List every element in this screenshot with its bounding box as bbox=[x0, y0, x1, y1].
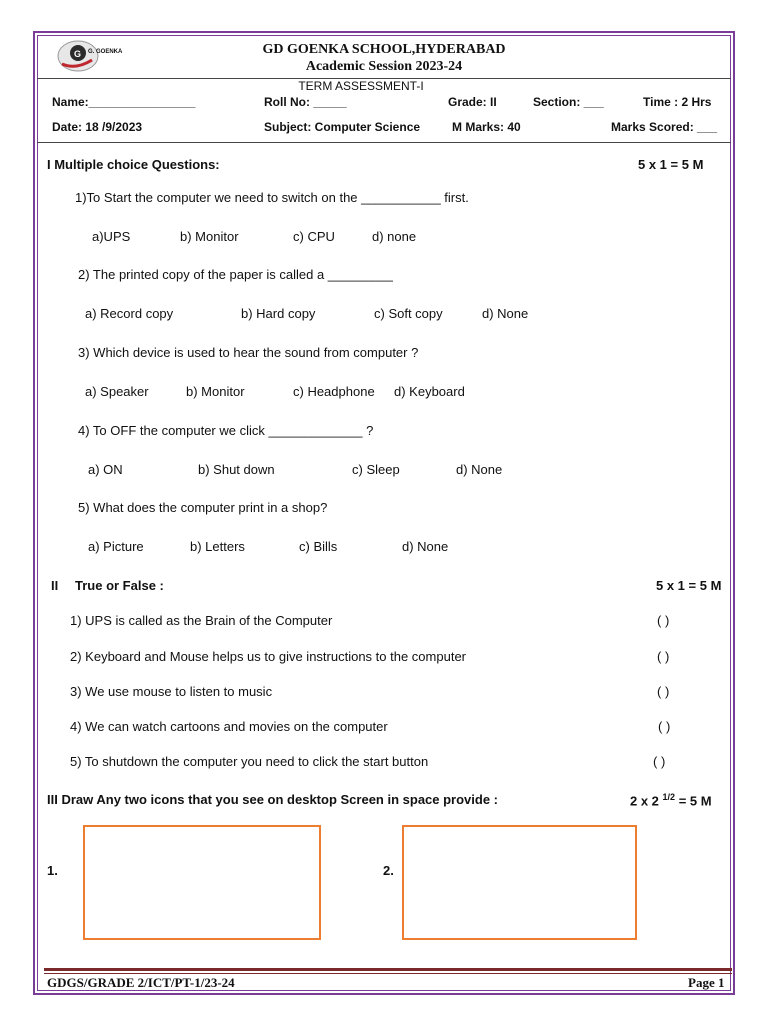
name-field[interactable]: Name:________________ bbox=[52, 95, 196, 109]
max-marks-label: M Marks: 40 bbox=[452, 120, 521, 134]
mcq-question-3: 3) Which device is used to hear the sound from computer ? bbox=[78, 345, 419, 360]
mcq-option: d) Keyboard bbox=[394, 384, 465, 399]
footer-code: GDGS/GRADE 2/ICT/PT-1/23-24 bbox=[47, 975, 235, 990]
tf-statement-4: 4) We can watch cartoons and movies on the computer bbox=[70, 719, 388, 734]
exam-title: TERM ASSESSMENT-I bbox=[298, 79, 424, 93]
mcq-option: b) Monitor bbox=[180, 229, 239, 244]
tf-statement-1: 1) UPS is called as the Brain of the Computer bbox=[70, 613, 333, 628]
mcq-question-5: 5) What does the computer print in a shop? bbox=[78, 500, 328, 515]
section3-marks-fraction: 1/2 bbox=[662, 792, 676, 802]
section2-number: II bbox=[51, 578, 59, 593]
grade-label: Grade: II bbox=[448, 95, 497, 109]
svg-text:G: G bbox=[74, 49, 82, 59]
logo-text: G. GOENKA bbox=[88, 49, 123, 55]
section1-marks: 5 x 1 = 5 M bbox=[638, 157, 704, 172]
mcq-option: b) Shut down bbox=[198, 462, 275, 477]
tf-statement-3: 3) We use mouse to listen to music bbox=[70, 684, 273, 699]
mcq-option: b) Hard copy bbox=[241, 306, 316, 321]
school-name: GD GOENKA SCHOOL,HYDERABAD bbox=[262, 42, 506, 57]
tf-statement-5: 5) To shutdown the computer you need to click the start button bbox=[70, 754, 429, 769]
footer-page-number: Page 1 bbox=[688, 975, 725, 990]
mcq-option: a) Record copy bbox=[85, 306, 174, 321]
mcq-option: a) ON bbox=[88, 462, 123, 477]
mcq-option: d) none bbox=[372, 229, 417, 244]
mcq-question-2: 2) The printed copy of the paper is called a _________ bbox=[78, 267, 393, 282]
tf-answer-bracket[interactable]: ( ) bbox=[653, 754, 666, 769]
footer-rule-thick bbox=[44, 968, 732, 971]
mcq-option: b) Monitor bbox=[186, 384, 245, 399]
drawing-label-2: 2. bbox=[383, 863, 394, 878]
section-field[interactable]: Section: ___ bbox=[533, 95, 604, 109]
roll-no-field[interactable]: Roll No: _____ bbox=[264, 95, 347, 109]
mcq-option: c) Soft copy bbox=[374, 306, 443, 321]
section3-title: III Draw Any two icons that you see on desktop Screen in space provide : bbox=[47, 792, 499, 807]
section1-title: I Multiple choice Questions: bbox=[47, 157, 220, 172]
tf-answer-bracket[interactable]: ( ) bbox=[657, 649, 670, 664]
mcq-option: b) Letters bbox=[190, 539, 245, 554]
drawing-box-2[interactable] bbox=[402, 825, 637, 940]
tf-answer-bracket[interactable]: ( ) bbox=[657, 613, 670, 628]
section2-marks: 5 x 1 = 5 M bbox=[656, 578, 722, 593]
mcq-option: d) None bbox=[456, 462, 503, 477]
info-divider bbox=[37, 142, 731, 143]
mcq-option: a) Speaker bbox=[85, 384, 149, 399]
section2-title: True or False : bbox=[75, 578, 164, 593]
mcq-option: c) CPU bbox=[293, 229, 335, 244]
mcq-option: c) Headphone bbox=[293, 384, 375, 399]
tf-answer-bracket[interactable]: ( ) bbox=[658, 719, 671, 734]
tf-statement-2: 2) Keyboard and Mouse helps us to give instructions to the computer bbox=[70, 649, 466, 664]
academic-session: Academic Session 2023-24 bbox=[305, 59, 463, 74]
mcq-option: c) Sleep bbox=[352, 462, 400, 477]
mcq-option: d) None bbox=[402, 539, 449, 554]
footer-rule-thin bbox=[44, 973, 732, 974]
mcq-question-4: 4) To OFF the computer we click _____________ ? bbox=[78, 423, 374, 438]
mcq-option: a)UPS bbox=[92, 229, 131, 244]
marks-scored-field[interactable]: Marks Scored: ___ bbox=[611, 120, 718, 134]
tf-answer-bracket[interactable]: ( ) bbox=[657, 684, 670, 699]
section3-marks-total: = 5 M bbox=[678, 793, 712, 809]
subject-label: Subject: Computer Science bbox=[264, 120, 421, 134]
time-label: Time : 2 Hrs bbox=[643, 95, 712, 109]
mcq-option: c) Bills bbox=[299, 539, 338, 554]
mcq-option: d) None bbox=[482, 306, 529, 321]
drawing-box-1[interactable] bbox=[83, 825, 321, 940]
drawing-label-1: 1. bbox=[47, 863, 58, 878]
section3-marks bbox=[630, 792, 712, 808]
mcq-option: a) Picture bbox=[88, 539, 144, 554]
section3-marks-base: 2 x 2 bbox=[630, 793, 659, 809]
date-label: Date: 18 /9/2023 bbox=[52, 120, 143, 134]
mcq-question-1: 1)To Start the computer we need to switch on the ___________ first. bbox=[75, 190, 469, 205]
